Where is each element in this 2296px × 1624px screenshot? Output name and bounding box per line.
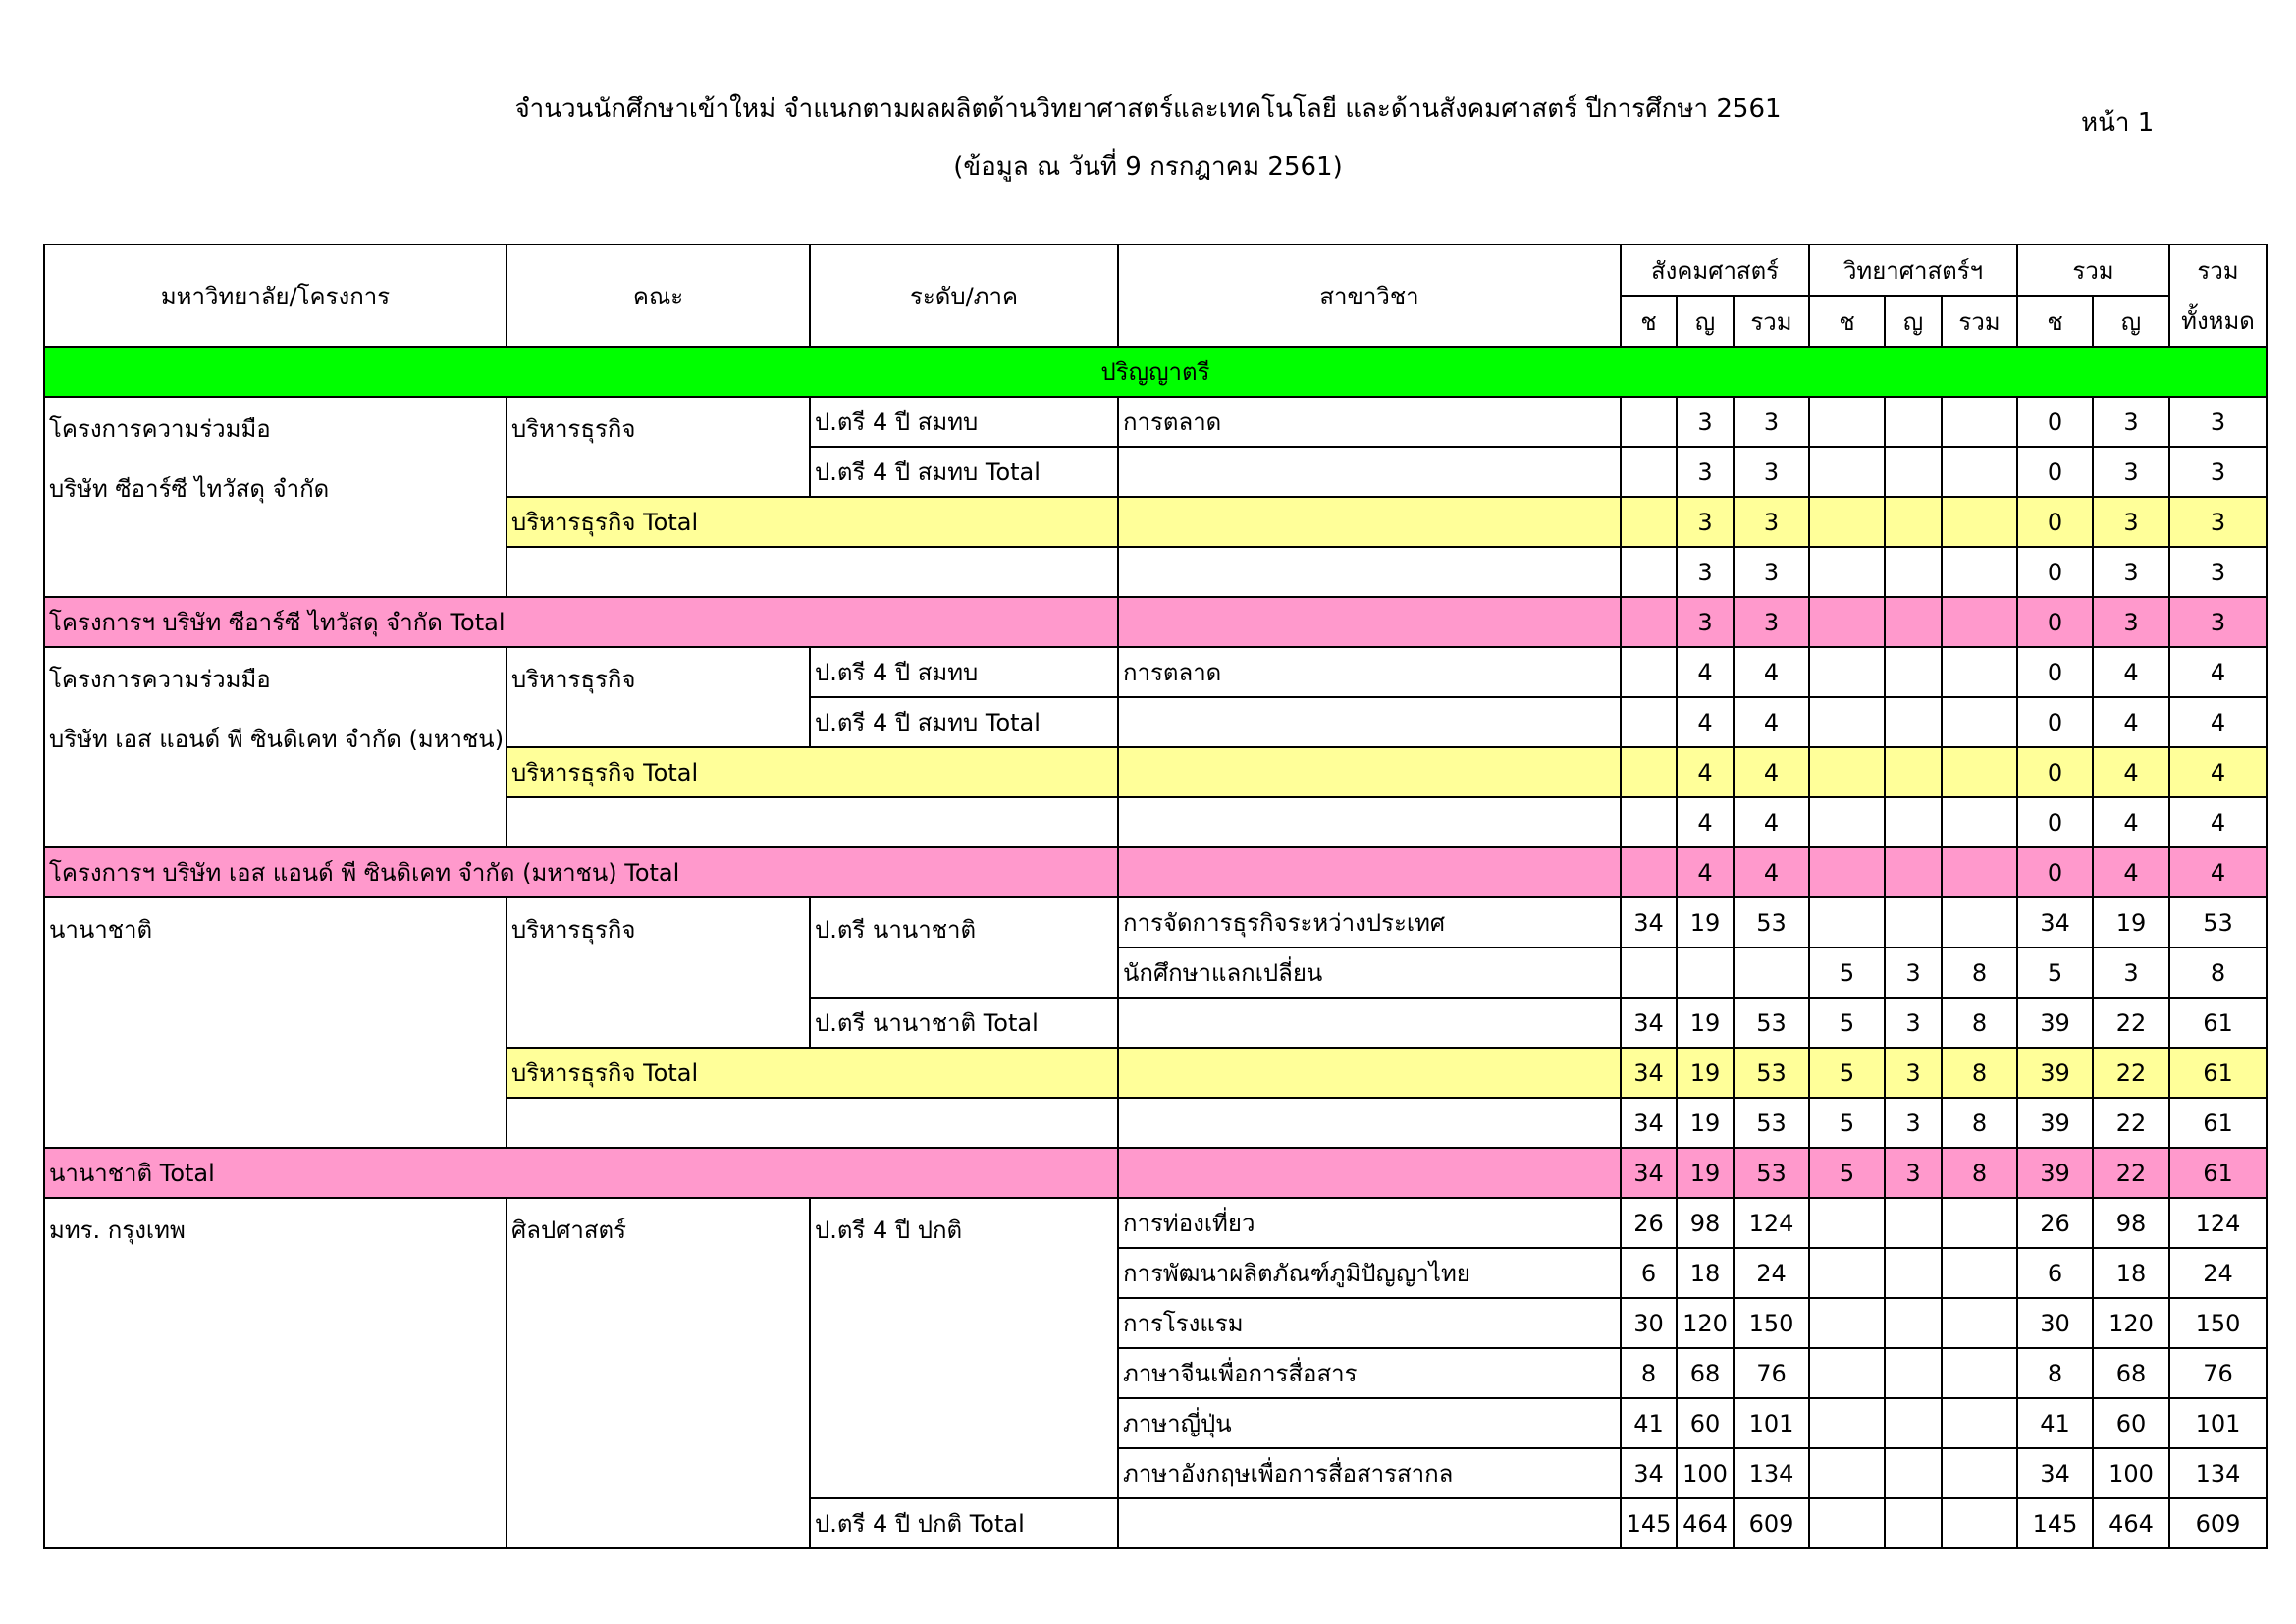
- value-science-total: 8: [1942, 947, 2017, 998]
- value-sum-male: 5: [2017, 947, 2093, 998]
- table-row: [44, 897, 2267, 947]
- value-sum-male: 39: [2017, 1048, 2093, 1098]
- value-sum-male: 0: [2017, 697, 2093, 747]
- header-grand-total-bottom: ทั้งหมด: [2169, 296, 2267, 347]
- value-social-male: 34: [1621, 1098, 1677, 1148]
- value-grand-total: 3: [2169, 597, 2267, 647]
- value-social-female: 3: [1677, 597, 1734, 647]
- value-grand-total: 4: [2169, 847, 2267, 897]
- value-social-male: 34: [1621, 1148, 1677, 1198]
- value-science-male: [1809, 647, 1885, 697]
- value-social-female: 3: [1677, 497, 1734, 547]
- university-total-label: โครงการฯ บริษัท เอส แอนด์ พี ซินดิเคท จำกัด (มหาชน) Total: [44, 847, 1118, 897]
- value-sum-male: 0: [2017, 447, 2093, 497]
- value-science-total: [1942, 897, 2017, 947]
- value-science-male: [1809, 1498, 1885, 1548]
- value-social-total: 53: [1734, 1148, 1809, 1198]
- value-social-female: 19: [1677, 1048, 1734, 1098]
- university-name-line2: บริษัท เอส แอนด์ พี ซินดิเคท จำกัด (มหาชน): [49, 726, 505, 753]
- table-body: [44, 347, 2267, 1548]
- value-social-female: 60: [1677, 1398, 1734, 1448]
- value-social-total: 101: [1734, 1398, 1809, 1448]
- value-science-total: [1942, 497, 2017, 547]
- value-social-total: 3: [1734, 447, 1809, 497]
- value-sum-female: 3: [2093, 397, 2169, 447]
- level-cell: ป.ตรี 4 ปี สมทบ Total: [810, 447, 1118, 497]
- value-social-female: 98: [1677, 1198, 1734, 1248]
- blank-label: [507, 547, 1118, 597]
- level-cell: ป.ตรี นานาชาติ: [810, 897, 1118, 998]
- value-sum-male: 39: [2017, 1098, 2093, 1148]
- value-grand-total: 3: [2169, 447, 2267, 497]
- value-science-total: [1942, 1398, 2017, 1448]
- value-sum-male: 0: [2017, 547, 2093, 597]
- value-sum-female: 464: [2093, 1498, 2169, 1548]
- faculty-cell: บริหารธุรกิจ: [507, 647, 810, 747]
- value-sum-female: 3: [2093, 547, 2169, 597]
- document-subtitle: (ข้อมูล ณ วันที่ 9 กรกฎาคม 2561): [953, 152, 1343, 182]
- value-science-total: 8: [1942, 998, 2017, 1048]
- value-science-male: [1809, 697, 1885, 747]
- value-social-male: [1621, 947, 1677, 998]
- major-cell: ภาษาญี่ปุ่น: [1118, 1398, 1621, 1448]
- table-header: [44, 244, 2267, 347]
- value-social-total: 76: [1734, 1348, 1809, 1398]
- value-social-total: 53: [1734, 1098, 1809, 1148]
- value-social-total: 4: [1734, 797, 1809, 847]
- value-science-total: [1942, 1248, 2017, 1298]
- header-level: ระดับ/ภาค: [810, 244, 1118, 347]
- value-social-female: 3: [1677, 447, 1734, 497]
- value-science-male: [1809, 447, 1885, 497]
- value-science-male: 5: [1809, 1048, 1885, 1098]
- value-social-female: 4: [1677, 697, 1734, 747]
- university-name: โครงการความร่วมมือ: [49, 666, 271, 693]
- value-science-female: [1885, 1348, 1942, 1398]
- university-cell: [44, 647, 507, 847]
- value-sum-male: 26: [2017, 1198, 2093, 1248]
- major-cell: [1118, 497, 1621, 547]
- value-social-male: 30: [1621, 1298, 1677, 1348]
- header-science: วิทยาศาสตร์ฯ: [1809, 244, 2017, 296]
- value-social-total: 3: [1734, 497, 1809, 547]
- value-sum-female: 3: [2093, 497, 2169, 547]
- value-grand-total: 150: [2169, 1298, 2267, 1348]
- value-sum-female: 3: [2093, 447, 2169, 497]
- value-science-total: [1942, 1448, 2017, 1498]
- value-science-female: [1885, 1298, 1942, 1348]
- major-cell: [1118, 547, 1621, 597]
- faculty-cell: บริหารธุรกิจ: [507, 897, 810, 1048]
- major-cell: การตลาด: [1118, 397, 1621, 447]
- value-sum-male: 39: [2017, 998, 2093, 1048]
- value-social-total: 53: [1734, 1048, 1809, 1098]
- value-science-female: 3: [1885, 947, 1942, 998]
- value-social-male: [1621, 447, 1677, 497]
- value-social-female: 19: [1677, 1148, 1734, 1198]
- level-cell: ป.ตรี 4 ปี สมทบ: [810, 647, 1118, 697]
- value-science-male: [1809, 1398, 1885, 1448]
- value-science-male: [1809, 1298, 1885, 1348]
- major-cell: การโรงแรม: [1118, 1298, 1621, 1348]
- value-social-female: 4: [1677, 747, 1734, 797]
- value-science-female: [1885, 1198, 1942, 1248]
- value-sum-male: 0: [2017, 597, 2093, 647]
- faculty-total-label: บริหารธุรกิจ Total: [507, 497, 1118, 547]
- value-sum-male: 39: [2017, 1148, 2093, 1198]
- value-sum-female: 3: [2093, 947, 2169, 998]
- value-science-female: [1885, 1498, 1942, 1548]
- value-science-male: [1809, 1448, 1885, 1498]
- value-grand-total: 61: [2169, 1048, 2267, 1098]
- value-social-total: 3: [1734, 597, 1809, 647]
- major-cell: การจัดการธุรกิจระหว่างประเทศ: [1118, 897, 1621, 947]
- value-science-female: [1885, 847, 1942, 897]
- major-cell: นักศึกษาแลกเปลี่ยน: [1118, 947, 1621, 998]
- value-social-female: 19: [1677, 1098, 1734, 1148]
- value-social-female: 3: [1677, 547, 1734, 597]
- value-science-total: [1942, 647, 2017, 697]
- value-social-male: [1621, 597, 1677, 647]
- value-science-female: [1885, 447, 1942, 497]
- header-science-male: ช: [1809, 296, 1885, 347]
- header-sum-male: ช: [2017, 296, 2093, 347]
- value-grand-total: 4: [2169, 747, 2267, 797]
- major-cell: [1118, 1148, 1621, 1198]
- value-science-male: 5: [1809, 1098, 1885, 1148]
- major-cell: [1118, 1098, 1621, 1148]
- value-science-male: [1809, 497, 1885, 547]
- header-science-total: รวม: [1942, 296, 2017, 347]
- header-sum-female: ญ: [2093, 296, 2169, 347]
- value-science-female: 3: [1885, 1098, 1942, 1148]
- value-sum-female: 60: [2093, 1398, 2169, 1448]
- table-row: [44, 597, 2267, 647]
- value-social-total: 4: [1734, 647, 1809, 697]
- value-sum-female: 19: [2093, 897, 2169, 947]
- value-science-total: [1942, 1298, 2017, 1348]
- value-social-female: 3: [1677, 397, 1734, 447]
- value-science-female: [1885, 797, 1942, 847]
- value-grand-total: 61: [2169, 1148, 2267, 1198]
- value-science-male: [1809, 397, 1885, 447]
- value-sum-female: 4: [2093, 797, 2169, 847]
- value-social-female: 19: [1677, 897, 1734, 947]
- major-cell: ภาษาอังกฤษเพื่อการสื่อสารสากล: [1118, 1448, 1621, 1498]
- value-science-male: [1809, 747, 1885, 797]
- value-grand-total: 4: [2169, 697, 2267, 747]
- university-name: นานาชาติ: [49, 916, 153, 944]
- level-cell: ป.ตรี 4 ปี ปกติ Total: [810, 1498, 1118, 1548]
- header-social-male: ช: [1621, 296, 1677, 347]
- value-social-total: 24: [1734, 1248, 1809, 1298]
- value-social-male: 34: [1621, 1048, 1677, 1098]
- value-grand-total: 4: [2169, 797, 2267, 847]
- value-social-female: [1677, 947, 1734, 998]
- value-sum-female: 68: [2093, 1348, 2169, 1398]
- value-social-total: 4: [1734, 847, 1809, 897]
- value-social-total: 4: [1734, 697, 1809, 747]
- university-cell: [44, 1198, 507, 1548]
- value-social-male: [1621, 797, 1677, 847]
- value-social-total: 150: [1734, 1298, 1809, 1348]
- page-number: หน้า 1: [2081, 108, 2155, 137]
- value-science-total: [1942, 397, 2017, 447]
- value-social-female: 18: [1677, 1248, 1734, 1298]
- value-social-female: 4: [1677, 847, 1734, 897]
- value-science-female: [1885, 397, 1942, 447]
- major-cell: การตลาด: [1118, 647, 1621, 697]
- value-science-total: 8: [1942, 1148, 2017, 1198]
- major-cell: [1118, 998, 1621, 1048]
- value-science-female: [1885, 897, 1942, 947]
- header-social-total: รวม: [1734, 296, 1809, 347]
- university-cell: [44, 897, 507, 1148]
- value-science-total: [1942, 597, 2017, 647]
- value-social-male: 8: [1621, 1348, 1677, 1398]
- value-grand-total: 609: [2169, 1498, 2267, 1548]
- faculty-cell: ศิลปศาสตร์: [507, 1198, 810, 1548]
- value-social-male: [1621, 397, 1677, 447]
- level-cell: ป.ตรี 4 ปี สมทบ: [810, 397, 1118, 447]
- value-social-male: 34: [1621, 897, 1677, 947]
- value-social-male: [1621, 697, 1677, 747]
- table-row: [44, 1198, 2267, 1248]
- value-grand-total: 24: [2169, 1248, 2267, 1298]
- major-cell: [1118, 797, 1621, 847]
- value-grand-total: 3: [2169, 397, 2267, 447]
- value-science-total: [1942, 747, 2017, 797]
- value-social-female: 4: [1677, 797, 1734, 847]
- value-sum-female: 98: [2093, 1198, 2169, 1248]
- value-science-female: 3: [1885, 1148, 1942, 1198]
- value-science-female: [1885, 597, 1942, 647]
- header-science-female: ญ: [1885, 296, 1942, 347]
- value-grand-total: 8: [2169, 947, 2267, 998]
- value-sum-male: 0: [2017, 847, 2093, 897]
- major-cell: การพัฒนาผลิตภัณฑ์ภูมิปัญญาไทย: [1118, 1248, 1621, 1298]
- faculty-total-label: บริหารธุรกิจ Total: [507, 1048, 1118, 1098]
- table-row: [44, 397, 2267, 447]
- major-cell: การท่องเที่ยว: [1118, 1198, 1621, 1248]
- value-science-male: [1809, 547, 1885, 597]
- value-science-male: [1809, 1348, 1885, 1398]
- value-science-total: [1942, 547, 2017, 597]
- value-social-female: 100: [1677, 1448, 1734, 1498]
- value-social-total: 53: [1734, 998, 1809, 1048]
- value-social-male: [1621, 647, 1677, 697]
- value-social-male: [1621, 547, 1677, 597]
- header-sum: รวม: [2017, 244, 2169, 296]
- value-science-male: [1809, 797, 1885, 847]
- value-sum-male: 30: [2017, 1298, 2093, 1348]
- university-name-line2: บริษัท ซีอาร์ซี ไทวัสดุ จำกัด: [49, 475, 330, 503]
- table-row: [44, 647, 2267, 697]
- value-sum-male: 34: [2017, 897, 2093, 947]
- value-sum-female: 22: [2093, 1148, 2169, 1198]
- value-social-female: 68: [1677, 1348, 1734, 1398]
- value-social-male: 41: [1621, 1398, 1677, 1448]
- university-name: มทร. กรุงเทพ: [49, 1217, 186, 1244]
- value-social-male: 34: [1621, 998, 1677, 1048]
- value-sum-female: 120: [2093, 1298, 2169, 1348]
- value-science-female: [1885, 747, 1942, 797]
- value-sum-female: 100: [2093, 1448, 2169, 1498]
- value-science-male: [1809, 847, 1885, 897]
- value-sum-female: 4: [2093, 647, 2169, 697]
- value-science-female: [1885, 547, 1942, 597]
- value-sum-female: 4: [2093, 747, 2169, 797]
- value-grand-total: 4: [2169, 647, 2267, 697]
- major-cell: [1118, 847, 1621, 897]
- value-science-female: [1885, 1398, 1942, 1448]
- value-social-total: [1734, 947, 1809, 998]
- header-major: สาขาวิชา: [1118, 244, 1621, 347]
- level-cell: ป.ตรี 4 ปี สมทบ Total: [810, 697, 1118, 747]
- value-social-female: 464: [1677, 1498, 1734, 1548]
- faculty-cell: บริหารธุรกิจ: [507, 397, 810, 497]
- faculty-total-label: บริหารธุรกิจ Total: [507, 747, 1118, 797]
- value-social-total: 124: [1734, 1198, 1809, 1248]
- value-science-total: [1942, 1498, 2017, 1548]
- value-science-female: [1885, 1248, 1942, 1298]
- level-cell: ป.ตรี นานาชาติ Total: [810, 998, 1118, 1048]
- level-cell: ป.ตรี 4 ปี ปกติ: [810, 1198, 1118, 1498]
- value-sum-female: 4: [2093, 697, 2169, 747]
- value-sum-male: 0: [2017, 647, 2093, 697]
- value-sum-female: 22: [2093, 1098, 2169, 1148]
- value-sum-female: 22: [2093, 1048, 2169, 1098]
- value-sum-female: 22: [2093, 998, 2169, 1048]
- header-university: มหาวิทยาลัย/โครงการ: [44, 244, 507, 347]
- value-social-female: 19: [1677, 998, 1734, 1048]
- value-social-male: 26: [1621, 1198, 1677, 1248]
- value-science-male: 5: [1809, 998, 1885, 1048]
- blank-label: [507, 1098, 1118, 1148]
- value-sum-female: 4: [2093, 847, 2169, 897]
- value-social-total: 134: [1734, 1448, 1809, 1498]
- value-science-female: 3: [1885, 1048, 1942, 1098]
- value-science-male: [1809, 1248, 1885, 1298]
- value-science-female: [1885, 1448, 1942, 1498]
- value-grand-total: 134: [2169, 1448, 2267, 1498]
- major-cell: ภาษาจีนเพื่อการสื่อสาร: [1118, 1348, 1621, 1398]
- value-grand-total: 53: [2169, 897, 2267, 947]
- value-science-total: [1942, 797, 2017, 847]
- value-sum-male: 0: [2017, 797, 2093, 847]
- value-science-total: [1942, 1198, 2017, 1248]
- value-social-total: 53: [1734, 897, 1809, 947]
- value-grand-total: 3: [2169, 497, 2267, 547]
- enrollment-table: [43, 244, 2268, 1549]
- header-faculty: คณะ: [507, 244, 810, 347]
- value-science-total: [1942, 447, 2017, 497]
- value-science-total: 8: [1942, 1098, 2017, 1148]
- value-social-female: 120: [1677, 1298, 1734, 1348]
- value-sum-male: 0: [2017, 397, 2093, 447]
- value-science-male: 5: [1809, 1148, 1885, 1198]
- value-science-female: [1885, 697, 1942, 747]
- university-name: โครงการความร่วมมือ: [49, 415, 271, 443]
- value-sum-female: 18: [2093, 1248, 2169, 1298]
- university-total-label: โครงการฯ บริษัท ซีอาร์ซี ไทวัสดุ จำกัด Total: [44, 597, 1118, 647]
- value-grand-total: 76: [2169, 1348, 2267, 1398]
- value-sum-male: 6: [2017, 1248, 2093, 1298]
- value-social-male: 34: [1621, 1448, 1677, 1498]
- value-science-total: [1942, 697, 2017, 747]
- value-social-male: [1621, 747, 1677, 797]
- header-grand-total-top: รวม: [2169, 244, 2267, 296]
- blank-label: [507, 797, 1118, 847]
- value-sum-male: 145: [2017, 1498, 2093, 1548]
- value-science-female: [1885, 647, 1942, 697]
- major-cell: [1118, 1048, 1621, 1098]
- major-cell: [1118, 1498, 1621, 1548]
- value-grand-total: 61: [2169, 998, 2267, 1048]
- value-science-male: [1809, 597, 1885, 647]
- value-social-male: [1621, 847, 1677, 897]
- header-social-science: สังคมศาสตร์: [1621, 244, 1809, 296]
- value-sum-male: 41: [2017, 1398, 2093, 1448]
- value-science-female: [1885, 497, 1942, 547]
- value-sum-male: 0: [2017, 497, 2093, 547]
- major-cell: [1118, 447, 1621, 497]
- value-sum-male: 0: [2017, 747, 2093, 797]
- value-science-male: 5: [1809, 947, 1885, 998]
- value-grand-total: 3: [2169, 547, 2267, 597]
- major-cell: [1118, 747, 1621, 797]
- value-sum-female: 3: [2093, 597, 2169, 647]
- value-science-male: [1809, 1198, 1885, 1248]
- section-bachelor: ปริญญาตรี: [44, 347, 2267, 397]
- value-social-total: 3: [1734, 397, 1809, 447]
- value-sum-male: 8: [2017, 1348, 2093, 1398]
- table-row: [44, 1148, 2267, 1198]
- major-cell: [1118, 697, 1621, 747]
- value-grand-total: 101: [2169, 1398, 2267, 1448]
- value-sum-male: 34: [2017, 1448, 2093, 1498]
- value-social-female: 4: [1677, 647, 1734, 697]
- table-row: [44, 847, 2267, 897]
- value-science-total: [1942, 847, 2017, 897]
- value-grand-total: 61: [2169, 1098, 2267, 1148]
- value-social-total: 609: [1734, 1498, 1809, 1548]
- value-science-total: [1942, 1348, 2017, 1398]
- value-social-male: 145: [1621, 1498, 1677, 1548]
- header-social-female: ญ: [1677, 296, 1734, 347]
- value-social-total: 3: [1734, 547, 1809, 597]
- value-social-total: 4: [1734, 747, 1809, 797]
- value-science-male: [1809, 897, 1885, 947]
- value-grand-total: 124: [2169, 1198, 2267, 1248]
- value-social-male: 6: [1621, 1248, 1677, 1298]
- value-science-female: 3: [1885, 998, 1942, 1048]
- major-cell: [1118, 597, 1621, 647]
- value-science-total: 8: [1942, 1048, 2017, 1098]
- document-title: จำนวนนักศึกษาเข้าใหม่ จำแนกตามผลผลิตด้านวิทยาศาสตร์และเทคโนโลยี และด้านสังคมศาสตร์ ปีการศึกษา 2561: [514, 94, 1782, 124]
- university-total-label: นานาชาติ Total: [44, 1148, 1118, 1198]
- value-social-male: [1621, 497, 1677, 547]
- university-cell: [44, 397, 507, 597]
